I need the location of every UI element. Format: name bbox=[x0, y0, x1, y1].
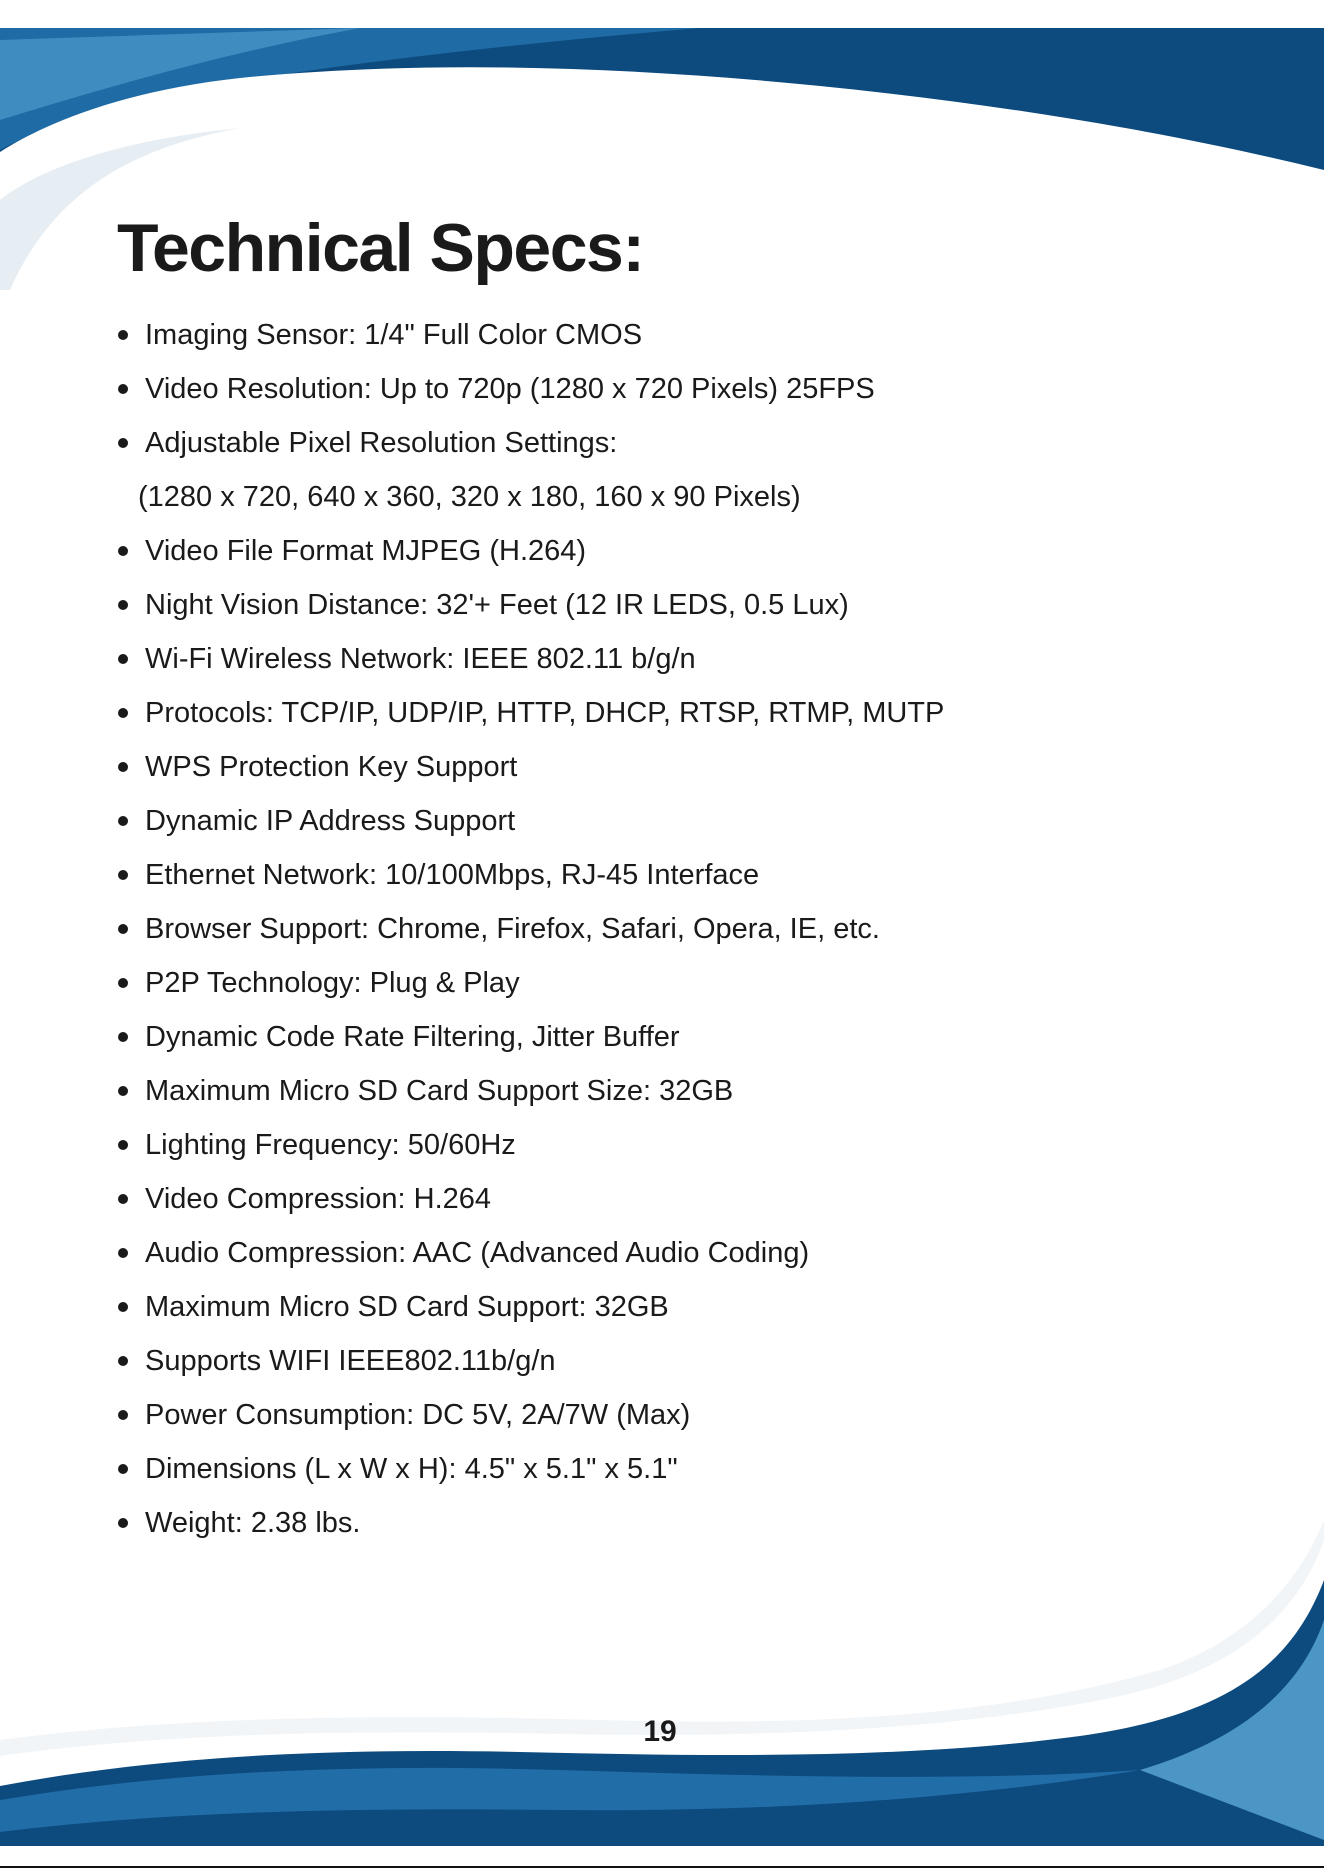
spec-item bbox=[0, 686, 1000, 740]
spec-text: Audio Compression: AAC (Advanced Audio Coding) bbox=[145, 1237, 810, 1269]
bullet-icon bbox=[118, 762, 128, 772]
spec-item bbox=[0, 794, 1000, 848]
bottom-border-line bbox=[0, 1866, 1324, 1868]
page-number: 19 bbox=[643, 1715, 677, 1748]
spec-item bbox=[0, 524, 1000, 578]
bullet-icon bbox=[118, 1464, 128, 1474]
spec-text: Lighting Frequency: 50/60Hz bbox=[145, 1129, 516, 1161]
spec-item-continuation bbox=[0, 470, 1000, 524]
bullet-icon bbox=[118, 870, 128, 880]
spec-text: (1280 x 720, 640 x 360, 320 x 180, 160 x 90 Pixels) bbox=[138, 481, 801, 513]
spec-text: Video Compression: H.264 bbox=[145, 1183, 492, 1215]
bullet-icon bbox=[118, 816, 128, 826]
spec-text: Maximum Micro SD Card Support Size: 32GB bbox=[145, 1075, 734, 1107]
spec-item bbox=[0, 632, 1000, 686]
spec-text: Adjustable Pixel Resolution Settings: bbox=[145, 427, 618, 459]
bullet-icon bbox=[118, 1140, 128, 1150]
spec-text: Dimensions (L x W x H): 4.5" x 5.1" x 5.1" bbox=[145, 1453, 678, 1485]
bullet-icon bbox=[118, 654, 128, 664]
spec-item bbox=[0, 308, 1000, 362]
spec-item bbox=[0, 1010, 1000, 1064]
spec-item bbox=[0, 1172, 1000, 1226]
spec-text: Maximum Micro SD Card Support: 32GB bbox=[145, 1291, 669, 1323]
spec-item bbox=[0, 848, 1000, 902]
spec-text: Night Vision Distance: 32'+ Feet (12 IR LEDS, 0.5 Lux) bbox=[145, 589, 849, 621]
bullet-icon bbox=[118, 330, 128, 340]
spec-item bbox=[0, 362, 1000, 416]
bullet-icon bbox=[118, 924, 128, 934]
spec-item bbox=[0, 1388, 1000, 1442]
bullet-icon bbox=[118, 1086, 128, 1096]
bullet-icon bbox=[118, 384, 128, 394]
bullet-icon bbox=[118, 1248, 128, 1258]
bullet-icon bbox=[118, 1410, 128, 1420]
spec-text: P2P Technology: Plug & Play bbox=[145, 967, 520, 999]
bullet-icon bbox=[118, 708, 128, 718]
spec-text: Protocols: TCP/IP, UDP/IP, HTTP, DHCP, RTSP, RTMP, MUTP bbox=[145, 697, 945, 729]
bullet-icon bbox=[118, 1302, 128, 1312]
spec-text: Browser Support: Chrome, Firefox, Safari, Opera, IE, etc. bbox=[145, 913, 880, 945]
bullet-icon bbox=[118, 1032, 128, 1042]
spec-item bbox=[0, 1280, 1000, 1334]
page-title: Technical Specs: bbox=[117, 210, 644, 286]
spec-item bbox=[0, 1442, 1000, 1496]
bullet-icon bbox=[118, 438, 128, 448]
spec-item bbox=[0, 1064, 1000, 1118]
spec-text: Dynamic IP Address Support bbox=[145, 805, 516, 837]
spec-item bbox=[0, 956, 1000, 1010]
spec-item bbox=[0, 416, 1000, 470]
bullet-icon bbox=[118, 1356, 128, 1366]
spec-text: Video Resolution: Up to 720p (1280 x 720 Pixels) 25FPS bbox=[145, 373, 875, 405]
bullet-icon bbox=[118, 1194, 128, 1204]
spec-item bbox=[0, 1334, 1000, 1388]
spec-item bbox=[0, 1118, 1000, 1172]
spec-list bbox=[0, 308, 1000, 1550]
spec-text: WPS Protection Key Support bbox=[145, 751, 518, 783]
bullet-icon bbox=[118, 600, 128, 610]
spec-item bbox=[0, 1226, 1000, 1280]
spec-text: Weight: 2.38 lbs. bbox=[145, 1507, 361, 1539]
bottom-wave-decoration bbox=[0, 1520, 1324, 1872]
spec-text: Video File Format MJPEG (H.264) bbox=[145, 535, 587, 567]
spec-text: Ethernet Network: 10/100Mbps, RJ-45 Interface bbox=[145, 859, 760, 891]
spec-text: Dynamic Code Rate Filtering, Jitter Buffer bbox=[145, 1021, 680, 1053]
spec-text: Imaging Sensor: 1/4" Full Color CMOS bbox=[145, 319, 643, 351]
bullet-icon bbox=[118, 978, 128, 988]
spec-text: Supports WIFI IEEE802.11b/g/n bbox=[145, 1345, 556, 1377]
bullet-icon bbox=[118, 546, 128, 556]
spec-item bbox=[0, 902, 1000, 956]
spec-item bbox=[0, 740, 1000, 794]
spec-text: Power Consumption: DC 5V, 2A/7W (Max) bbox=[145, 1399, 691, 1431]
spec-item bbox=[0, 578, 1000, 632]
spec-text: Wi-Fi Wireless Network: IEEE 802.11 b/g/n bbox=[145, 643, 696, 675]
